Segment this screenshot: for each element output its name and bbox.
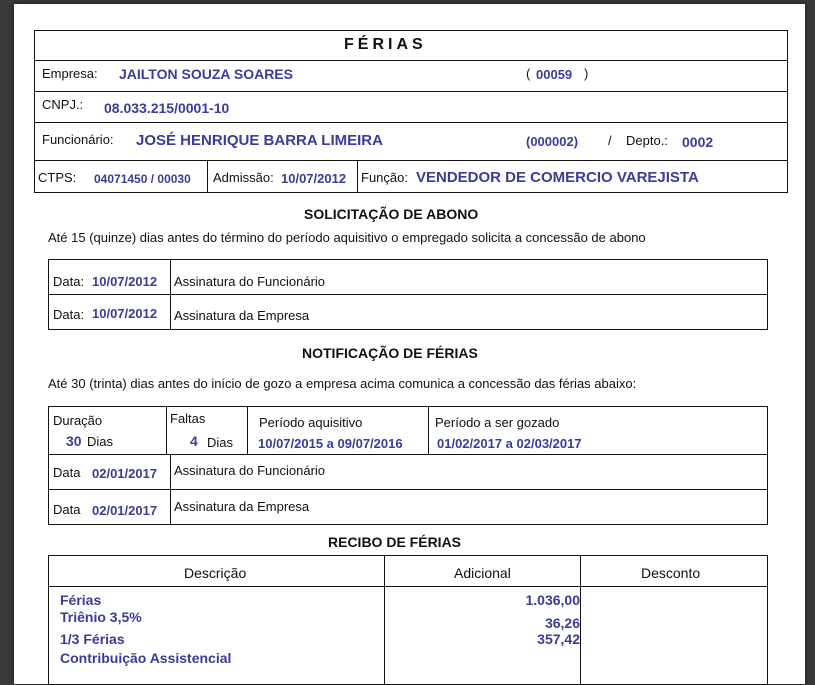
recibo-item-adicional: 357,42 (537, 631, 580, 647)
notificacao-text: Até 30 (trinta) dias antes do início de gozo a empresa acima comunica a concessão das férias abaixo: (48, 376, 637, 391)
recibo-item-descricao: Triênio 3,5% (60, 609, 142, 625)
divider (384, 555, 385, 685)
cnpj-value: 08.033.215/0001-10 (104, 100, 230, 116)
funcionario-nome: JOSÉ HENRIQUE BARRA LIMEIRA (136, 132, 383, 149)
abono-date-2: 10/07/2012 (92, 306, 158, 321)
ctps-value: 04071450 / 00030 (94, 172, 191, 186)
recibo-item-adicional: 1.036,00 (525, 592, 580, 608)
gozado-label: Período a ser gozado (435, 415, 560, 430)
faltas-unit: Dias (207, 435, 234, 450)
recibo-item-adicional: 36,26 (544, 615, 580, 631)
divider (170, 454, 171, 525)
gozado-value: 01/02/2017 a 02/03/2017 (437, 436, 582, 451)
divider (170, 259, 171, 330)
ctps-label: CTPS: (38, 170, 77, 185)
page-title: FÉRIAS (344, 36, 427, 53)
notificacao-date-label-1: Data (53, 465, 81, 480)
notificacao-date-label-2: Data (53, 502, 81, 517)
divider (48, 489, 768, 490)
admissao-value: 10/07/2012 (281, 171, 347, 186)
notificacao-heading: NOTIFICAÇÃO DE FÉRIAS (302, 345, 478, 361)
aquisitivo-label: Período aquisitivo (259, 415, 363, 430)
notificacao-date-2: 02/01/2017 (92, 503, 158, 518)
notificacao-sign-2: Assinatura da Empresa (174, 499, 310, 514)
depto-value: 0002 (682, 134, 714, 150)
abono-text: Até 15 (quinze) dias antes do término do período aquisitivo o empregado solicita a concessão de abono (48, 230, 646, 245)
duracao-unit: Dias (87, 434, 114, 449)
empresa-codigo-open: ( (526, 66, 531, 81)
recibo-item-descricao: Férias (60, 592, 102, 608)
divider (247, 406, 248, 454)
notificacao-date-1: 02/01/2017 (92, 466, 158, 481)
divider (357, 160, 358, 193)
recibo-item-descricao: 1/3 Férias (60, 631, 125, 647)
duracao-value: 30 (66, 433, 82, 449)
abono-heading: SOLICITAÇÃO DE ABONO (304, 206, 479, 222)
faltas-label: Faltas (170, 411, 206, 426)
depto-label: Depto.: (626, 133, 668, 148)
recibo-heading: RECIBO DE FÉRIAS (328, 534, 462, 550)
col-desconto: Desconto (641, 565, 701, 581)
divider (428, 406, 429, 454)
document-page (14, 4, 805, 684)
col-adicional: Adicional (454, 565, 511, 581)
aquisitivo-value: 10/07/2015 a 09/07/2016 (258, 436, 403, 451)
empresa-label: Empresa: (42, 66, 98, 81)
divider (34, 160, 788, 161)
abono-sign-2: Assinatura da Empresa (174, 308, 310, 323)
funcionario-codigo: (000002) (526, 134, 579, 149)
divider (34, 122, 788, 123)
abono-date-label-1: Data: (53, 274, 85, 289)
divider (48, 586, 768, 587)
divider (48, 294, 768, 295)
empresa-nome: JAILTON SOUZA SOARES (119, 66, 293, 82)
funcao-label: Função: (361, 170, 408, 185)
abono-sign-1: Assinatura do Funcionário (174, 274, 326, 289)
admissao-label: Admissão: (213, 170, 274, 185)
divider (34, 91, 788, 92)
separator: / (608, 133, 612, 148)
cnpj-label: CNPJ.: (42, 97, 84, 112)
divider (48, 454, 768, 455)
notificacao-sign-1: Assinatura do Funcionário (174, 463, 326, 478)
divider (207, 160, 208, 193)
col-descricao: Descrição (184, 565, 247, 581)
divider (34, 60, 788, 61)
abono-date-label-2: Data: (53, 307, 85, 322)
divider (580, 555, 581, 685)
funcionario-label: Funcionário: (42, 132, 114, 147)
faltas-value: 4 (190, 433, 198, 449)
divider (166, 406, 167, 454)
empresa-codigo-close: ) (584, 66, 589, 81)
funcao-value: VENDEDOR DE COMERCIO VAREJISTA (416, 169, 699, 186)
recibo-item-descricao: Contribuição Assistencial (60, 650, 232, 666)
duracao-label: Duração (53, 413, 103, 428)
empresa-codigo: 00059 (536, 67, 573, 82)
abono-date-1: 10/07/2012 (92, 274, 158, 289)
